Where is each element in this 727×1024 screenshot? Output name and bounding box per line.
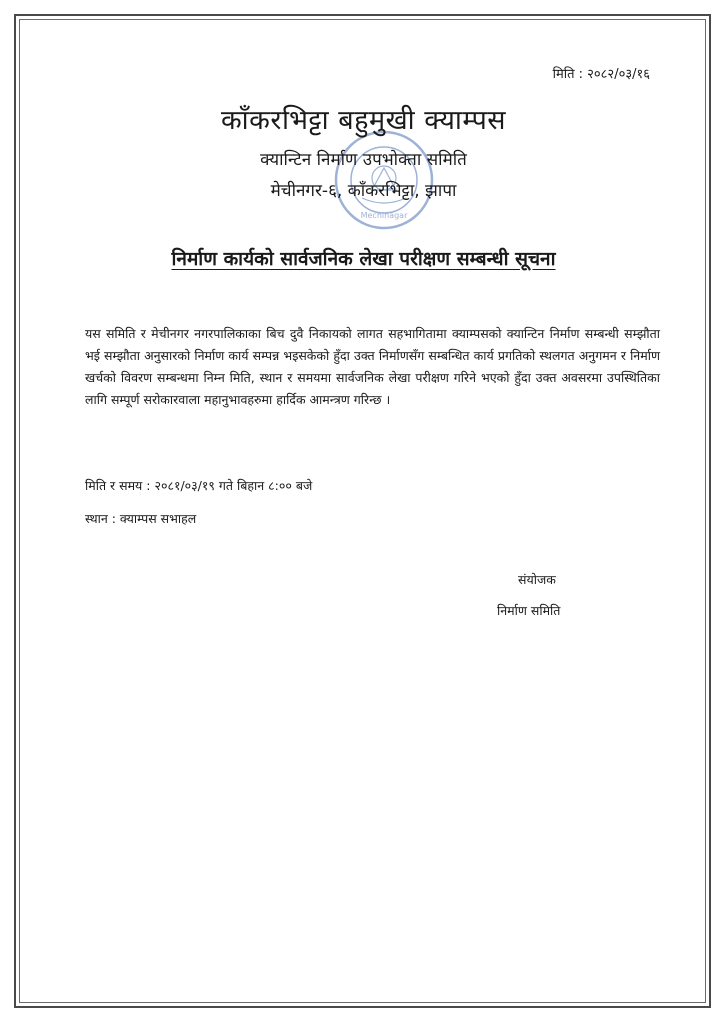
committee-name: क्यान्टिन निर्माण उपभोक्ता समिति	[260, 150, 467, 170]
event-date-time: मिति र समय : २०८१/०३/१९ गते बिहान ८:०० बजे	[85, 478, 313, 493]
signatory-committee: निर्माण समिति	[497, 603, 561, 618]
notice-title-text: निर्माण कार्यको सार्वजनिक लेखा परीक्षण सम्बन्धी सूचना	[171, 248, 556, 270]
event-venue: स्थान : क्याम्पस सभाहल	[85, 511, 197, 526]
svg-text:Mechinagar: Mechinagar	[360, 211, 408, 220]
notice-body: यस समिति र मेचीनगर नगरपालिकाका बिच दुवै निकायको लागत सहभागितामा क्याम्पसको क्यान्टिन निर्माण सम्बन्धी सम्झौता भई सम्झौता अनुसारको निर्माण कार्य सम्पन्न भइसकेको हुँदा उक्त निर्माणसँग सम्बन्धित कार्य प्रगतिको स्थलगत अनुगमन र निर्माण खर्चको विवरण सम्बन्धमा निम्न मिति, स्थान र समयमा सार्वजनिक लेखा परीक्षण गरिने भएको हुँदा उक्त अवसरमा उपस्थितिका लागि सम्पूर्ण सरोकारवाला महानुभावहरुमा हार्दिक आमन्त्रण गरिन्छ ।	[85, 326, 660, 407]
notice-title	[0, 245, 727, 271]
organization-address: मेचीनगर-६, काँकरभिट्टा, झापा	[270, 181, 457, 201]
issue-date: मिति : २०८२/०३/१६	[552, 67, 650, 82]
organization-name: काँकरभिट्टा बहुमुखी क्याम्पस	[220, 105, 507, 136]
signatory-role: संयोजक	[518, 572, 556, 587]
